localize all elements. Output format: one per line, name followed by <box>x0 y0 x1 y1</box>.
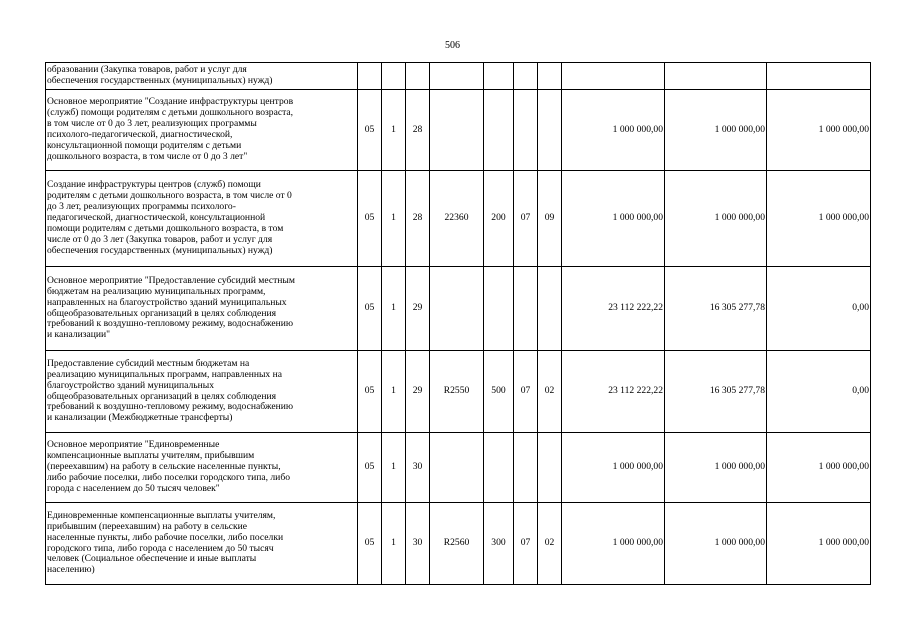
sum-year-2: 16 305 277,78 <box>665 267 767 351</box>
sum-year-3: 1 000 000,00 <box>767 503 871 585</box>
direction-code <box>430 63 484 90</box>
expense-type-code <box>484 433 514 503</box>
row-name: Предоставление субсидий местным бюджетам на реализацию муниципальных программ, направленных на благоустройство зданий муниципальных общеобразовательных организаций в целях соблюдения требований к воздушно-тепловому режиму, водоснабжению и канализации (Межбюджетные трансферты) <box>46 351 358 433</box>
program-code <box>358 63 382 90</box>
table-row <box>46 171 871 267</box>
subprogram-code: 1 <box>382 171 406 267</box>
row-name: Основное мероприятие "Предоставление субсидий местным бюджетам на реализацию муниципальных программ, направленных на благоустройство зданий муниципальных общеобразовательных организаций в целях соблюдения требований к воздушно-тепловому режиму, водоснабжению и канализации" <box>46 267 358 351</box>
subprogram-code <box>382 63 406 90</box>
table-row <box>46 503 871 585</box>
table-row <box>46 267 871 351</box>
sum-year-1: 1 000 000,00 <box>562 171 665 267</box>
sum-year-2: 1 000 000,00 <box>665 171 767 267</box>
sum-year-3: 0,00 <box>767 351 871 433</box>
row-name: Единовременные компенсационные выплаты учителям, прибывшим (переехавшим) на работу в сельские населенные пункты, либо рабочие поселки, либо поселки городского типа, либо города с населением до 50 тысяч человек (Социальное обеспечение и иные выплаты населению) <box>46 503 358 585</box>
budget-table <box>45 62 871 585</box>
sum-year-1: 1 000 000,00 <box>562 503 665 585</box>
row-name: Создание инфраструктуры центров (служб) помощи родителям с детьми дошкольного возраста, в том числе от 0 до 3 лет, реализующих программы психолого- педагогической, диагностической, консультационной помощи родителям с детьми дошкольного возраста, в том числе от 0 до 3 лет (Закупка товаров, работ и услуг для обеспечения государственных (муниципальных) нужд) <box>46 171 358 267</box>
row-name: образовании (Закупка товаров, работ и услуг для обеспечения государственных (муниципальных) нужд) <box>46 63 358 90</box>
subsection-code: 02 <box>538 351 562 433</box>
direction-code: 22360 <box>430 171 484 267</box>
subsection-code <box>538 433 562 503</box>
section-code: 07 <box>514 351 538 433</box>
table-row <box>46 90 871 171</box>
subprogram-code: 1 <box>382 90 406 171</box>
subsection-code <box>538 63 562 90</box>
expense-type-code: 500 <box>484 351 514 433</box>
section-code <box>514 267 538 351</box>
direction-code: R2560 <box>430 503 484 585</box>
main-event-code: 29 <box>406 351 430 433</box>
row-name: Основное мероприятие "Единовременные компенсационные выплаты учителям, прибывшим (переехавшим) на работу в сельские населенные пункты, либо рабочие поселки, либо поселки городского типа, либо города с населением до 50 тысяч человек" <box>46 433 358 503</box>
subprogram-code: 1 <box>382 267 406 351</box>
sum-year-2 <box>665 63 767 90</box>
subsection-code <box>538 90 562 171</box>
section-code <box>514 90 538 171</box>
table-row <box>46 63 871 90</box>
section-code <box>514 433 538 503</box>
sum-year-2: 16 305 277,78 <box>665 351 767 433</box>
direction-code <box>430 90 484 171</box>
sum-year-3: 1 000 000,00 <box>767 171 871 267</box>
sum-year-3: 1 000 000,00 <box>767 433 871 503</box>
table-row <box>46 351 871 433</box>
subprogram-code: 1 <box>382 503 406 585</box>
main-event-code: 28 <box>406 90 430 171</box>
expense-type-code <box>484 63 514 90</box>
row-name: Основное мероприятие "Создание инфраструктуры центров (служб) помощи родителям с детьми дошкольного возраста, в том числе от 0 до 3 лет, реализующих программы психолого-педагогической, диагностической, консультационной помощи родителям с детьми дошкольного возраста, в том числе от 0 до 3 лет" <box>46 90 358 171</box>
sum-year-2: 1 000 000,00 <box>665 433 767 503</box>
program-code: 05 <box>358 503 382 585</box>
section-code: 07 <box>514 171 538 267</box>
sum-year-1: 1 000 000,00 <box>562 90 665 171</box>
program-code: 05 <box>358 171 382 267</box>
program-code: 05 <box>358 267 382 351</box>
program-code: 05 <box>358 351 382 433</box>
sum-year-3 <box>767 63 871 90</box>
expense-type-code: 200 <box>484 171 514 267</box>
page-number: 506 <box>445 40 460 51</box>
expense-type-code <box>484 267 514 351</box>
subprogram-code: 1 <box>382 433 406 503</box>
program-code: 05 <box>358 90 382 171</box>
main-event-code: 30 <box>406 503 430 585</box>
main-event-code: 28 <box>406 171 430 267</box>
section-code: 07 <box>514 503 538 585</box>
section-code <box>514 63 538 90</box>
main-event-code <box>406 63 430 90</box>
sum-year-1 <box>562 63 665 90</box>
direction-code: R2550 <box>430 351 484 433</box>
subsection-code: 09 <box>538 171 562 267</box>
table-row <box>46 433 871 503</box>
expense-type-code: 300 <box>484 503 514 585</box>
direction-code <box>430 267 484 351</box>
main-event-code: 29 <box>406 267 430 351</box>
subprogram-code: 1 <box>382 351 406 433</box>
sum-year-1: 23 112 222,22 <box>562 267 665 351</box>
sum-year-3: 1 000 000,00 <box>767 90 871 171</box>
subsection-code <box>538 267 562 351</box>
subsection-code: 02 <box>538 503 562 585</box>
sum-year-1: 1 000 000,00 <box>562 433 665 503</box>
direction-code <box>430 433 484 503</box>
expense-type-code <box>484 90 514 171</box>
program-code: 05 <box>358 433 382 503</box>
main-event-code: 30 <box>406 433 430 503</box>
sum-year-2: 1 000 000,00 <box>665 90 767 171</box>
sum-year-3: 0,00 <box>767 267 871 351</box>
sum-year-2: 1 000 000,00 <box>665 503 767 585</box>
sum-year-1: 23 112 222,22 <box>562 351 665 433</box>
